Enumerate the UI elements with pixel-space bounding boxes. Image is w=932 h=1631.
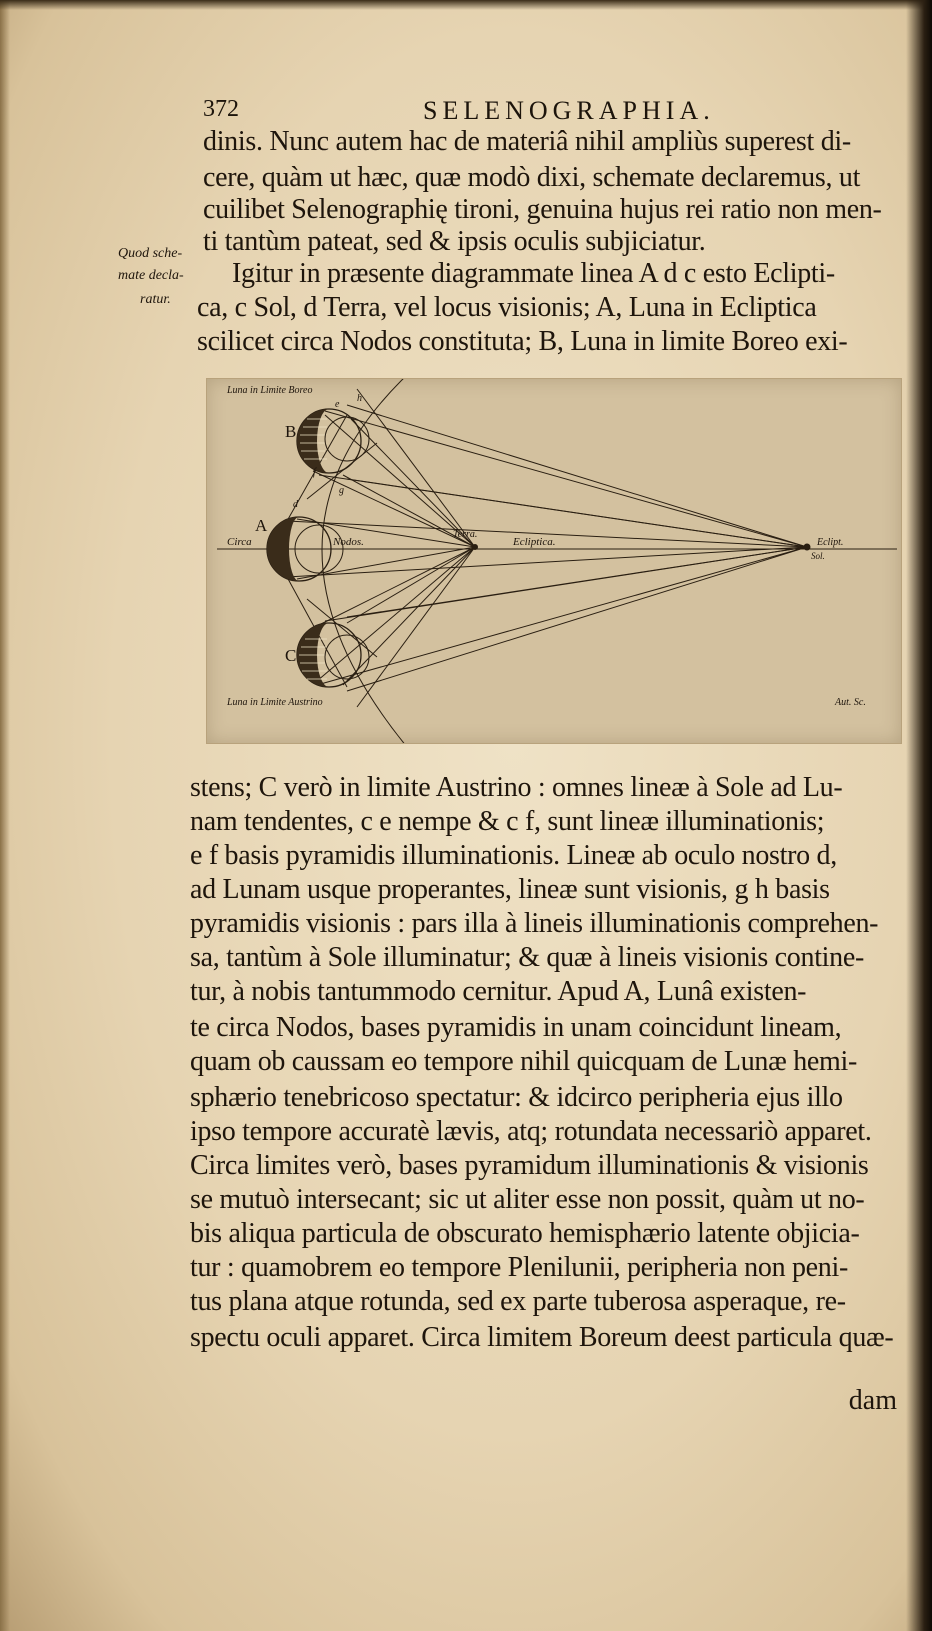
catchword: dam bbox=[848, 1385, 897, 1416]
page-number: 372 bbox=[203, 96, 239, 122]
terra-point bbox=[473, 545, 478, 550]
text-line-16: quam ob caussam eo tempore nihil quicquam de Lunæ hemi- bbox=[190, 1046, 857, 1077]
label-C: C bbox=[285, 646, 297, 665]
label-small-e: e bbox=[335, 399, 340, 410]
text-line-13: sa, tantùm à Sole illuminatur; & quæ à lineis visionis contine- bbox=[190, 942, 865, 973]
text-line-21: bis aliqua particula de obscurato hemisphærio latente objicia- bbox=[190, 1218, 860, 1249]
text-line-18: ipso tempore accuratè lævis, atq; rotundata necessariò apparet. bbox=[190, 1116, 872, 1147]
label-sol: Sol. bbox=[811, 551, 825, 561]
label-ecliptica: Ecliptica. bbox=[513, 536, 556, 548]
moon-C bbox=[297, 623, 369, 687]
label-circa: Circa bbox=[227, 536, 252, 548]
label-small-d: d bbox=[293, 499, 298, 510]
page-top-edge bbox=[0, 0, 932, 10]
text-line-3: cuilibet Selenographię tironi, genuina hujus rei ratio non men- bbox=[203, 194, 882, 225]
page-gutter-shadow bbox=[906, 0, 932, 1631]
text-line-17: sphærio tenebricoso spectatur: & idcirco peripheria ejus illo bbox=[190, 1082, 843, 1113]
label-eclipt-end: Eclipt. bbox=[817, 537, 844, 548]
page-left-edge bbox=[0, 0, 10, 1631]
text-line-2: cere, quàm ut hæc, quæ modò dixi, schemate declaremus, ut bbox=[203, 162, 861, 193]
margin-note-line-1: Quod sche- bbox=[118, 246, 183, 261]
text-line-12: pyramidis visionis : pars illa à lineis illuminationis comprehen- bbox=[190, 908, 879, 939]
engraved-diagram bbox=[206, 378, 902, 744]
label-B: B bbox=[285, 422, 297, 441]
label-small-f: f bbox=[313, 467, 316, 478]
text-line-10: e f basis pyramidis illuminationis. Lineæ ab oculo nostro d, bbox=[190, 840, 837, 871]
running-title: SELENOGRAPHIA. bbox=[423, 96, 715, 125]
text-line-23: tus plana atque rotunda, sed ex parte tuberosa asperaque, re- bbox=[190, 1286, 846, 1317]
text-line-24: spectu oculi apparet. Circa limitem Boreum deest particula quæ- bbox=[190, 1322, 894, 1353]
text-line-14: tur, à nobis tantummodo cernitur. Apud A, Lunâ existen- bbox=[190, 976, 807, 1007]
text-line-7: scilicet circa Nodos constituta; B, Luna in limite Boreo exi- bbox=[197, 326, 848, 357]
label-austrino: Luna in Limite Austrino bbox=[227, 697, 323, 708]
margin-note-line-3: ratur. bbox=[140, 292, 171, 307]
moon-B bbox=[297, 409, 369, 473]
text-line-8: stens; C verò in limite Austrino : omnes lineæ à Sole ad Lu- bbox=[190, 772, 843, 803]
margin-note-line-2: mate decla- bbox=[118, 268, 184, 283]
label-A: A bbox=[255, 516, 268, 535]
label-terra: Terra. bbox=[453, 529, 478, 540]
label-small-g: g bbox=[339, 485, 344, 496]
label-nodos: Nodos. bbox=[333, 536, 364, 548]
text-line-22: tur : quamobrem eo tempore Plenilunii, peripheria non peni- bbox=[190, 1252, 849, 1283]
diagram-svg bbox=[207, 379, 901, 743]
text-line-9: nam tendentes, c e nempe & c f, sunt lineæ illuminationis; bbox=[190, 806, 825, 837]
label-small-h: h bbox=[357, 393, 362, 404]
text-line-20: se mutuò intersecant; sic ut aliter esse non possit, quàm ut no- bbox=[190, 1184, 865, 1215]
illumination-lines bbox=[287, 405, 807, 691]
text-line-19: Circa limites verò, bases pyramidum illuminationis & visionis bbox=[190, 1150, 869, 1181]
text-line-1: dinis. Nunc autem hac de materiâ nihil ampliùs superest di- bbox=[203, 126, 851, 157]
text-line-11: ad Lunam usque properantes, lineæ sunt visionis, g h basis bbox=[190, 874, 830, 905]
text-line-6: ca, c Sol, d Terra, vel locus visionis; A, Luna in Ecliptica bbox=[197, 292, 817, 323]
sol-point bbox=[804, 544, 810, 550]
text-line-4: ti tantùm pateat, sed & ipsis oculis subjiciatur. bbox=[203, 226, 706, 257]
text-line-15: te circa Nodos, bases pyramidis in unam coincidunt lineam, bbox=[190, 1012, 842, 1043]
label-boreo: Luna in Limite Boreo bbox=[227, 385, 313, 396]
label-sculptor: Aut. Sc. bbox=[835, 697, 866, 708]
text-line-5: Igitur in præsente diagrammate linea A d c esto Eclipti- bbox=[232, 258, 835, 289]
